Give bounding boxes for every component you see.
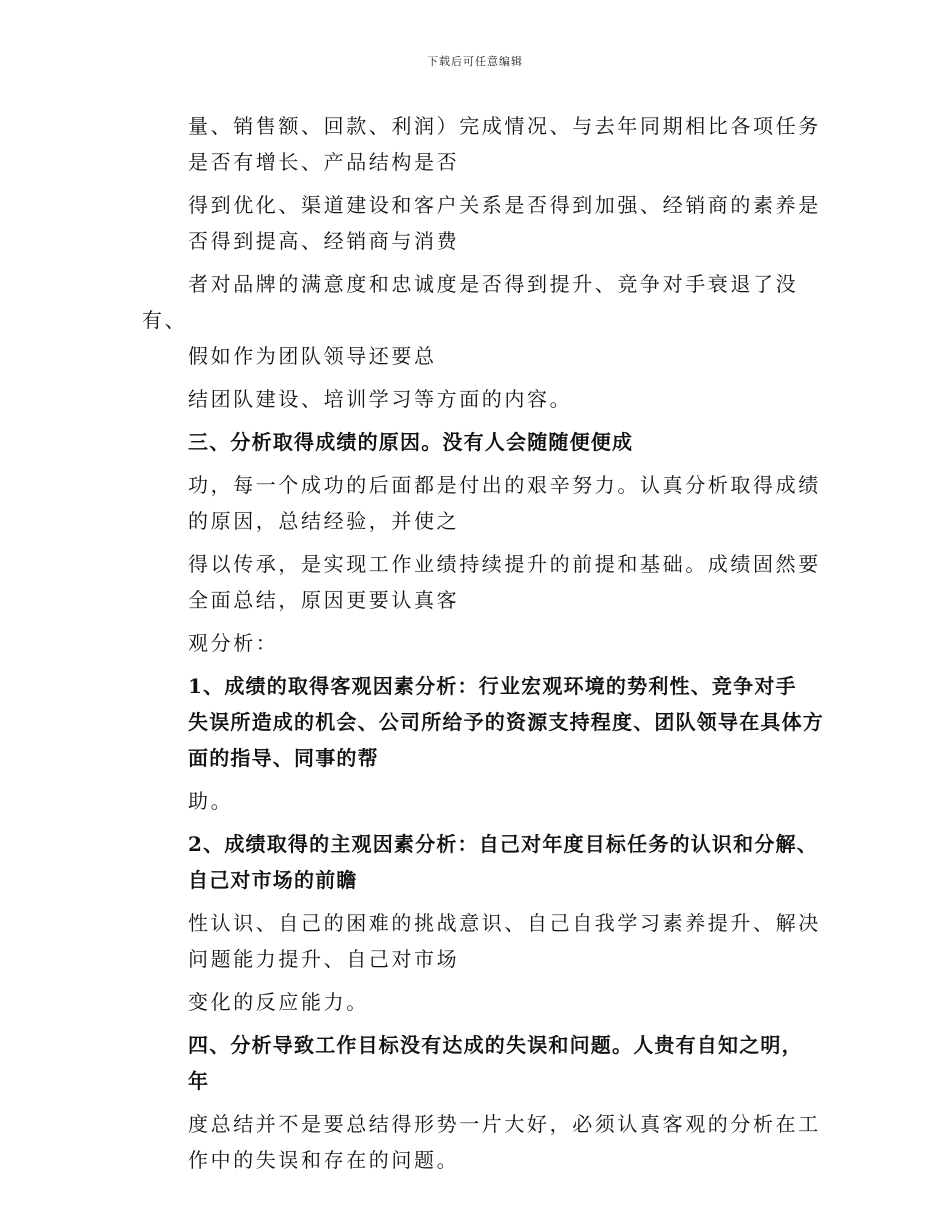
list-item-1	[142, 668, 832, 776]
text-line: 得以传承，是实现工作业绩持续提升的前提和基础。成绩固然要	[188, 552, 821, 576]
text-line: 2、成绩取得的主观因素分析：自己对年度目标任务的认识和分解、	[188, 832, 818, 856]
paragraph-10	[142, 984, 832, 1020]
text-line: 作中的失误和存在的问题。	[188, 1148, 460, 1172]
paragraph-1	[142, 108, 832, 180]
text-line: 自己对市场的前瞻	[188, 868, 358, 892]
text-line: 的原因，总结经验，并使之	[188, 509, 460, 533]
paragraph-6	[142, 546, 832, 618]
text-line: 问题能力提升、自己对市场	[188, 947, 460, 971]
paragraph-11	[142, 1106, 832, 1178]
text-line: 面的指导、同事的帮	[188, 746, 379, 770]
text-line: 性认识、自己的困难的挑战意识、自己自我学习素养提升、解决	[188, 911, 821, 935]
paragraph-9	[142, 905, 832, 977]
text-line: 者对品牌的满意度和忠诚度是否得到提升、竞争对手衰退了没有、	[142, 272, 799, 332]
paragraph-8	[142, 783, 832, 819]
text-line: 变化的反应能力。	[188, 990, 369, 1014]
text-line: 三、分析取得成绩的原因。没有人会随随便便成	[188, 430, 634, 454]
text-line: 量、销售额、回款、利润）完成情况、与去年同期相比各项任务	[188, 114, 821, 138]
text-line: 年	[188, 1069, 210, 1093]
section-heading-4	[142, 1027, 832, 1099]
text-line: 观分析：	[188, 631, 279, 655]
text-line: 助。	[188, 789, 234, 813]
text-line: 度总结并不是要总结得形势一片大好，必须认真客观的分析在工	[188, 1112, 821, 1136]
text-line: 是否有增长、产品结构是否	[188, 150, 460, 174]
text-line: 假如作为团队领导还要总	[188, 344, 437, 368]
text-line: 结团队建设、培训学习等方面的内容。	[188, 387, 573, 411]
paragraph-4	[142, 381, 832, 417]
paragraph-5	[142, 467, 832, 539]
section-heading-3	[142, 424, 832, 460]
text-line: 1、成绩的取得客观因素分析：行业宏观环境的势利性、竞争对手	[188, 674, 797, 698]
page-header: 下载后可任意编辑	[427, 55, 523, 68]
text-line: 否得到提高、经销商与消费	[188, 229, 460, 253]
text-line: 失误所造成的机会、公司所给予的资源支持程度、团队领导在具体方	[188, 710, 824, 734]
paragraph-7	[142, 625, 832, 661]
paragraph-2	[142, 187, 832, 259]
document-body	[142, 108, 832, 1185]
text-line: 四、分析导致工作目标没有达成的失误和问题。人贵有自知之明，	[188, 1033, 803, 1057]
paragraph-3	[142, 266, 832, 374]
list-item-2	[142, 826, 832, 898]
text-line: 全面总结，原因更要认真客	[188, 588, 460, 612]
text-line: 功，每一个成功的后面都是付出的艰辛努力。认真分析取得成绩	[188, 473, 821, 497]
text-line: 得到优化、渠道建设和客户关系是否得到加强、经销商的素养是	[188, 193, 821, 217]
